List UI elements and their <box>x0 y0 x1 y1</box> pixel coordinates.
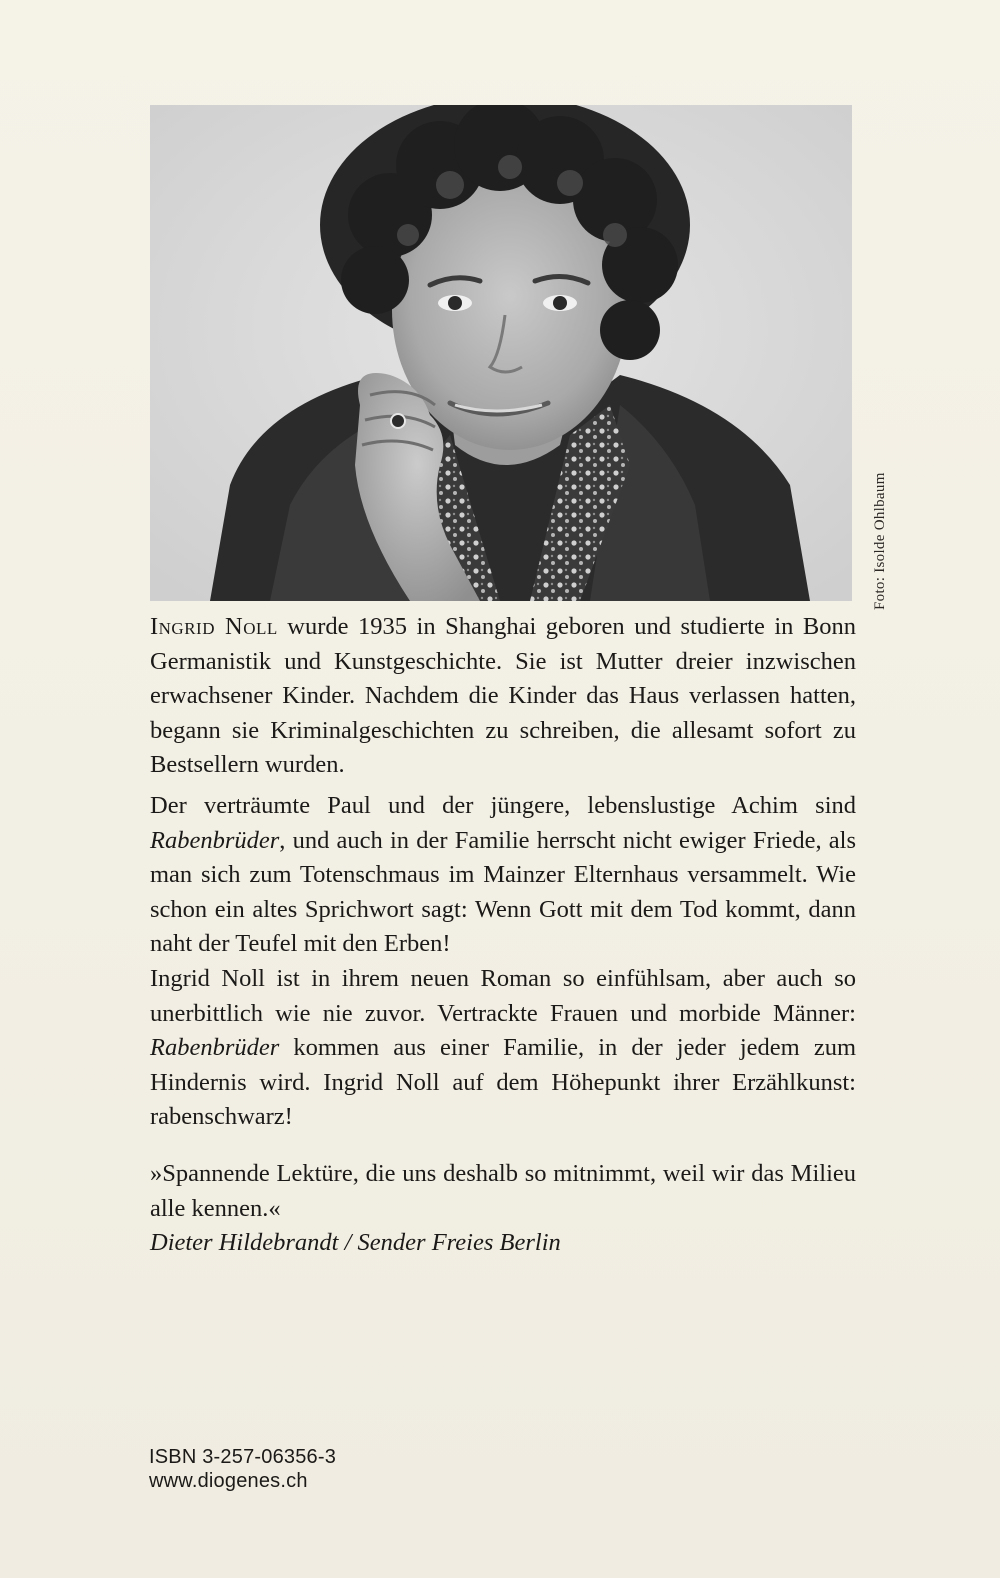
author-biography <box>150 610 856 783</box>
photo-credit-text: Foto: Isolde Ohlbaum <box>872 472 888 610</box>
biography-text: wurde 1935 in Shanghai geboren und studierte in Bonn Germanistik und Kunstgeschichte. Sie ist Mutter dreier inzwischen erwachsener Kinder. Nachdem die Kinder das Haus verlassen hatten, begann sie Kriminalgeschichten zu schreiben, die allesamt sofort zu Bestsellern wurden. <box>150 613 856 779</box>
quote-text: »Spannende Lektüre, die uns deshalb so mitnimmt, weil wir das Milieu alle kennen.« <box>150 1160 856 1222</box>
description-paragraph-2: Ingrid Noll ist in ihrem neuen Roman so einfühlsam, aber auch so unerbittlich wie nie zuvor. Vertrackte Frauen und morbide Männer: Rabenbrüder kommen aus einer Familie, in der jeder jedem zum Hindernis wird. Ingrid Noll auf dem Höhepunkt ihrer Erzählkunst: rabenschwarz! <box>150 964 856 1131</box>
book-description <box>150 789 856 1135</box>
book-title: Rabenbrüder <box>150 826 280 854</box>
author-portrait-illustration <box>150 105 852 601</box>
photo-credit <box>852 430 892 610</box>
publisher-footer <box>149 1445 336 1493</box>
press-quote <box>150 1157 856 1261</box>
author-name: Ingrid Noll <box>150 613 278 640</box>
description-paragraph-1: Der verträumte Paul und der jüngere, lebenslustige Achim sind Rabenbrüder, und auch in der Familie herrscht nicht ewiger Friede, als man sich zum Totenschmaus im Mainzer Elternhaus versammelt. Wie schon ein altes Sprichwort sagt: Wenn Gott mit dem Tod kommt, dann naht der Teufel mit den Erben! <box>150 792 856 958</box>
biography-paragraph <box>150 610 856 783</box>
publisher-website: www.diogenes.ch <box>149 1470 308 1492</box>
author-photo <box>150 105 852 601</box>
quote-source: Dieter Hildebrandt / Sender Freies Berlin <box>150 1229 561 1257</box>
book-title: Rabenbrüder <box>150 1034 280 1062</box>
isbn: ISBN 3-257-06356-3 <box>149 1446 337 1468</box>
